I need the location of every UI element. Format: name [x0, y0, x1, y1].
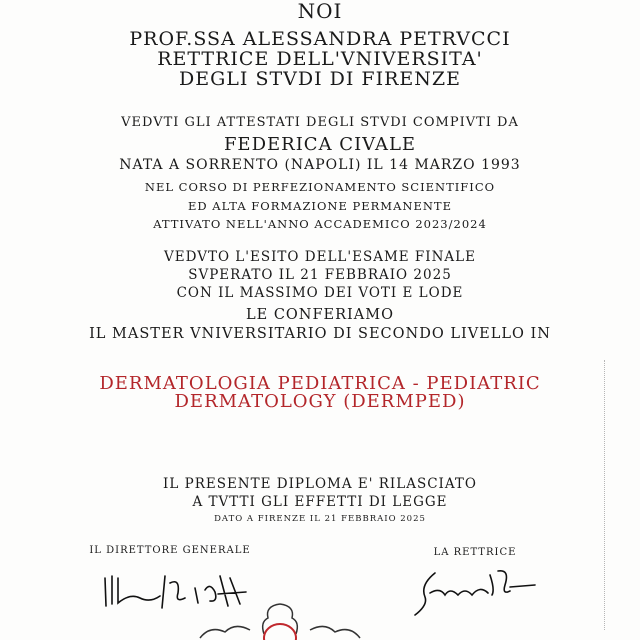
issue-date: DATO A FIRENZE IL 21 FEBBRAIO 2025 — [214, 514, 426, 524]
confer-line-1: LE CONFERIAMO — [246, 307, 394, 323]
master-title-2: DERMATOLOGY (DERMPED) — [174, 391, 466, 412]
university-seal — [190, 600, 370, 640]
heading-noi: NOI — [297, 0, 343, 23]
university-name: DEGLI STVDI DI FIRENZE — [179, 68, 461, 90]
director-label: IL DIRETTORE GENERALE — [89, 545, 251, 556]
rector-name: PROF.SSA ALESSANDRA PETRVCCI — [129, 28, 511, 50]
visti-line: VEDVTI GLI ATTESTATI DEGLI STVDI COMPIVTI DA — [121, 115, 519, 130]
rector-label: LA RETTRICE — [433, 547, 517, 558]
birth-line: NATA A SORRENTO (NAPOLI) IL 14 MARZO 1993 — [119, 157, 521, 173]
course-line-3: ATTIVATO NELL'ANNO ACCADEMICO 2023/2024 — [153, 217, 487, 231]
confer-line-2: IL MASTER VNIVERSITARIO DI SECONDO LIVELLO IN — [89, 326, 551, 342]
vertical-margin-note — [604, 360, 611, 630]
exam-line-1: VEDVTO L'ESITO DELL'ESAME FINALE — [164, 249, 476, 265]
rector-title: RETTRICE DELL'VNIVERSITA' — [157, 48, 483, 70]
legal-line-2: A TVTTI GLI EFFETTI DI LEGGE — [192, 494, 448, 510]
course-line-2: ED ALTA FORMAZIONE PERMANENTE — [188, 199, 452, 213]
rector-signature — [410, 565, 540, 620]
master-title-1: DERMATOLOGIA PEDIATRICA - PEDIATRIC — [99, 373, 541, 394]
exam-line-2: SVPERATO IL 21 FEBBRAIO 2025 — [188, 267, 452, 283]
exam-line-3: CON IL MASSIMO DEI VOTI E LODE — [176, 285, 464, 301]
course-line-1: NEL CORSO DI PERFEZIONAMENTO SCIENTIFICO — [144, 180, 496, 194]
legal-line-1: IL PRESENTE DIPLOMA E' RILASCIATO — [163, 476, 477, 492]
graduate-name: FEDERICA CIVALE — [223, 134, 417, 155]
